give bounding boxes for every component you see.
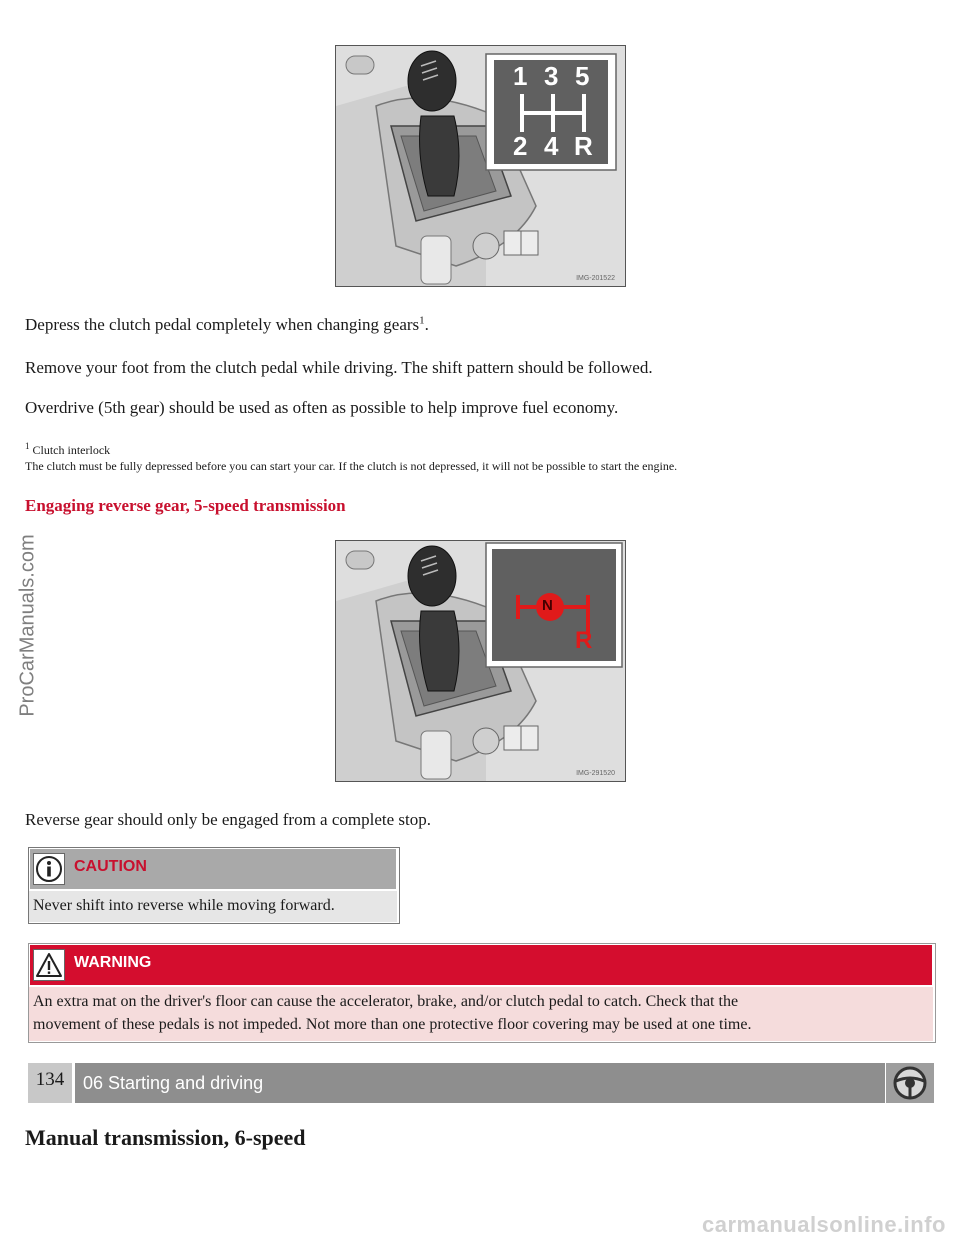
footnote-body: The clutch must be fully depressed before you can start your car. If the clutch is not depressed, it will not be possible to start the engine. bbox=[25, 459, 678, 473]
gear-lever-illustration bbox=[336, 541, 625, 781]
warning-text-line: movement of these pedals is not impeded. Not more than one protective floor covering may be used at one time. bbox=[33, 1016, 752, 1033]
warning-text-line: An extra mat on the driver's floor can cause the accelerator, brake, and/or clutch pedal to catch. Check that the bbox=[33, 993, 739, 1010]
shift-pattern-label: 4 bbox=[544, 131, 559, 161]
paragraph-end: . bbox=[424, 315, 429, 334]
warning-triangle-icon bbox=[33, 949, 65, 981]
footnote-number: 1 bbox=[25, 441, 30, 451]
page-number: 134 bbox=[28, 1063, 72, 1103]
caution-header bbox=[29, 848, 397, 890]
caution-box bbox=[28, 847, 400, 924]
warning-body bbox=[29, 987, 933, 1041]
gear-shift-figure-reverse bbox=[335, 540, 626, 782]
footnote-title-text: Clutch interlock bbox=[29, 443, 111, 457]
caution-text: Never shift into reverse while moving forward. bbox=[33, 897, 335, 914]
subheading-reverse: Engaging reverse gear, 5-speed transmission bbox=[25, 496, 346, 515]
side-watermark: ProCarManuals.com bbox=[16, 534, 39, 717]
image-id: IMG-291520 bbox=[576, 770, 615, 777]
section-heading: Manual transmission, 6-speed bbox=[25, 1125, 306, 1150]
warning-header bbox=[29, 944, 933, 986]
shift-pattern-label: 5 bbox=[575, 61, 590, 91]
caution-body bbox=[29, 891, 397, 922]
paragraph-text: Depress the clutch pedal completely when changing gears bbox=[25, 315, 420, 334]
paragraph-overdrive: Overdrive (5th gear) should be used as often as possible to help improve fuel economy. bbox=[25, 398, 619, 417]
warning-title: WARNING bbox=[74, 954, 152, 971]
caution-title: CAUTION bbox=[74, 858, 147, 875]
paragraph-clutch bbox=[25, 314, 429, 336]
steering-wheel-icon bbox=[886, 1063, 934, 1103]
reverse-label: R bbox=[575, 627, 593, 654]
paragraph-foot: Remove your foot from the clutch pedal while driving. The shift pattern should be followed. bbox=[25, 358, 653, 377]
shift-pattern-label: 3 bbox=[544, 61, 559, 91]
neutral-label: N bbox=[542, 597, 553, 614]
shift-pattern-label: R bbox=[574, 131, 593, 161]
paragraph-reverse: Reverse gear should only be engaged from a complete stop. bbox=[25, 810, 431, 829]
gear-shift-figure-5speed bbox=[335, 45, 626, 287]
warning-box bbox=[28, 943, 936, 1043]
bottom-watermark: carmanualsonline.info bbox=[702, 1212, 946, 1237]
chapter-title: 06 Starting and driving bbox=[75, 1063, 885, 1103]
info-icon bbox=[33, 853, 65, 885]
shift-pattern-label: 2 bbox=[513, 131, 528, 161]
shift-pattern-label: 1 bbox=[513, 61, 528, 91]
image-id: IMG-201522 bbox=[576, 275, 615, 282]
footnote-ref: 1 bbox=[419, 314, 425, 327]
footnote-title bbox=[25, 443, 110, 458]
chapter-bar bbox=[28, 1063, 934, 1103]
